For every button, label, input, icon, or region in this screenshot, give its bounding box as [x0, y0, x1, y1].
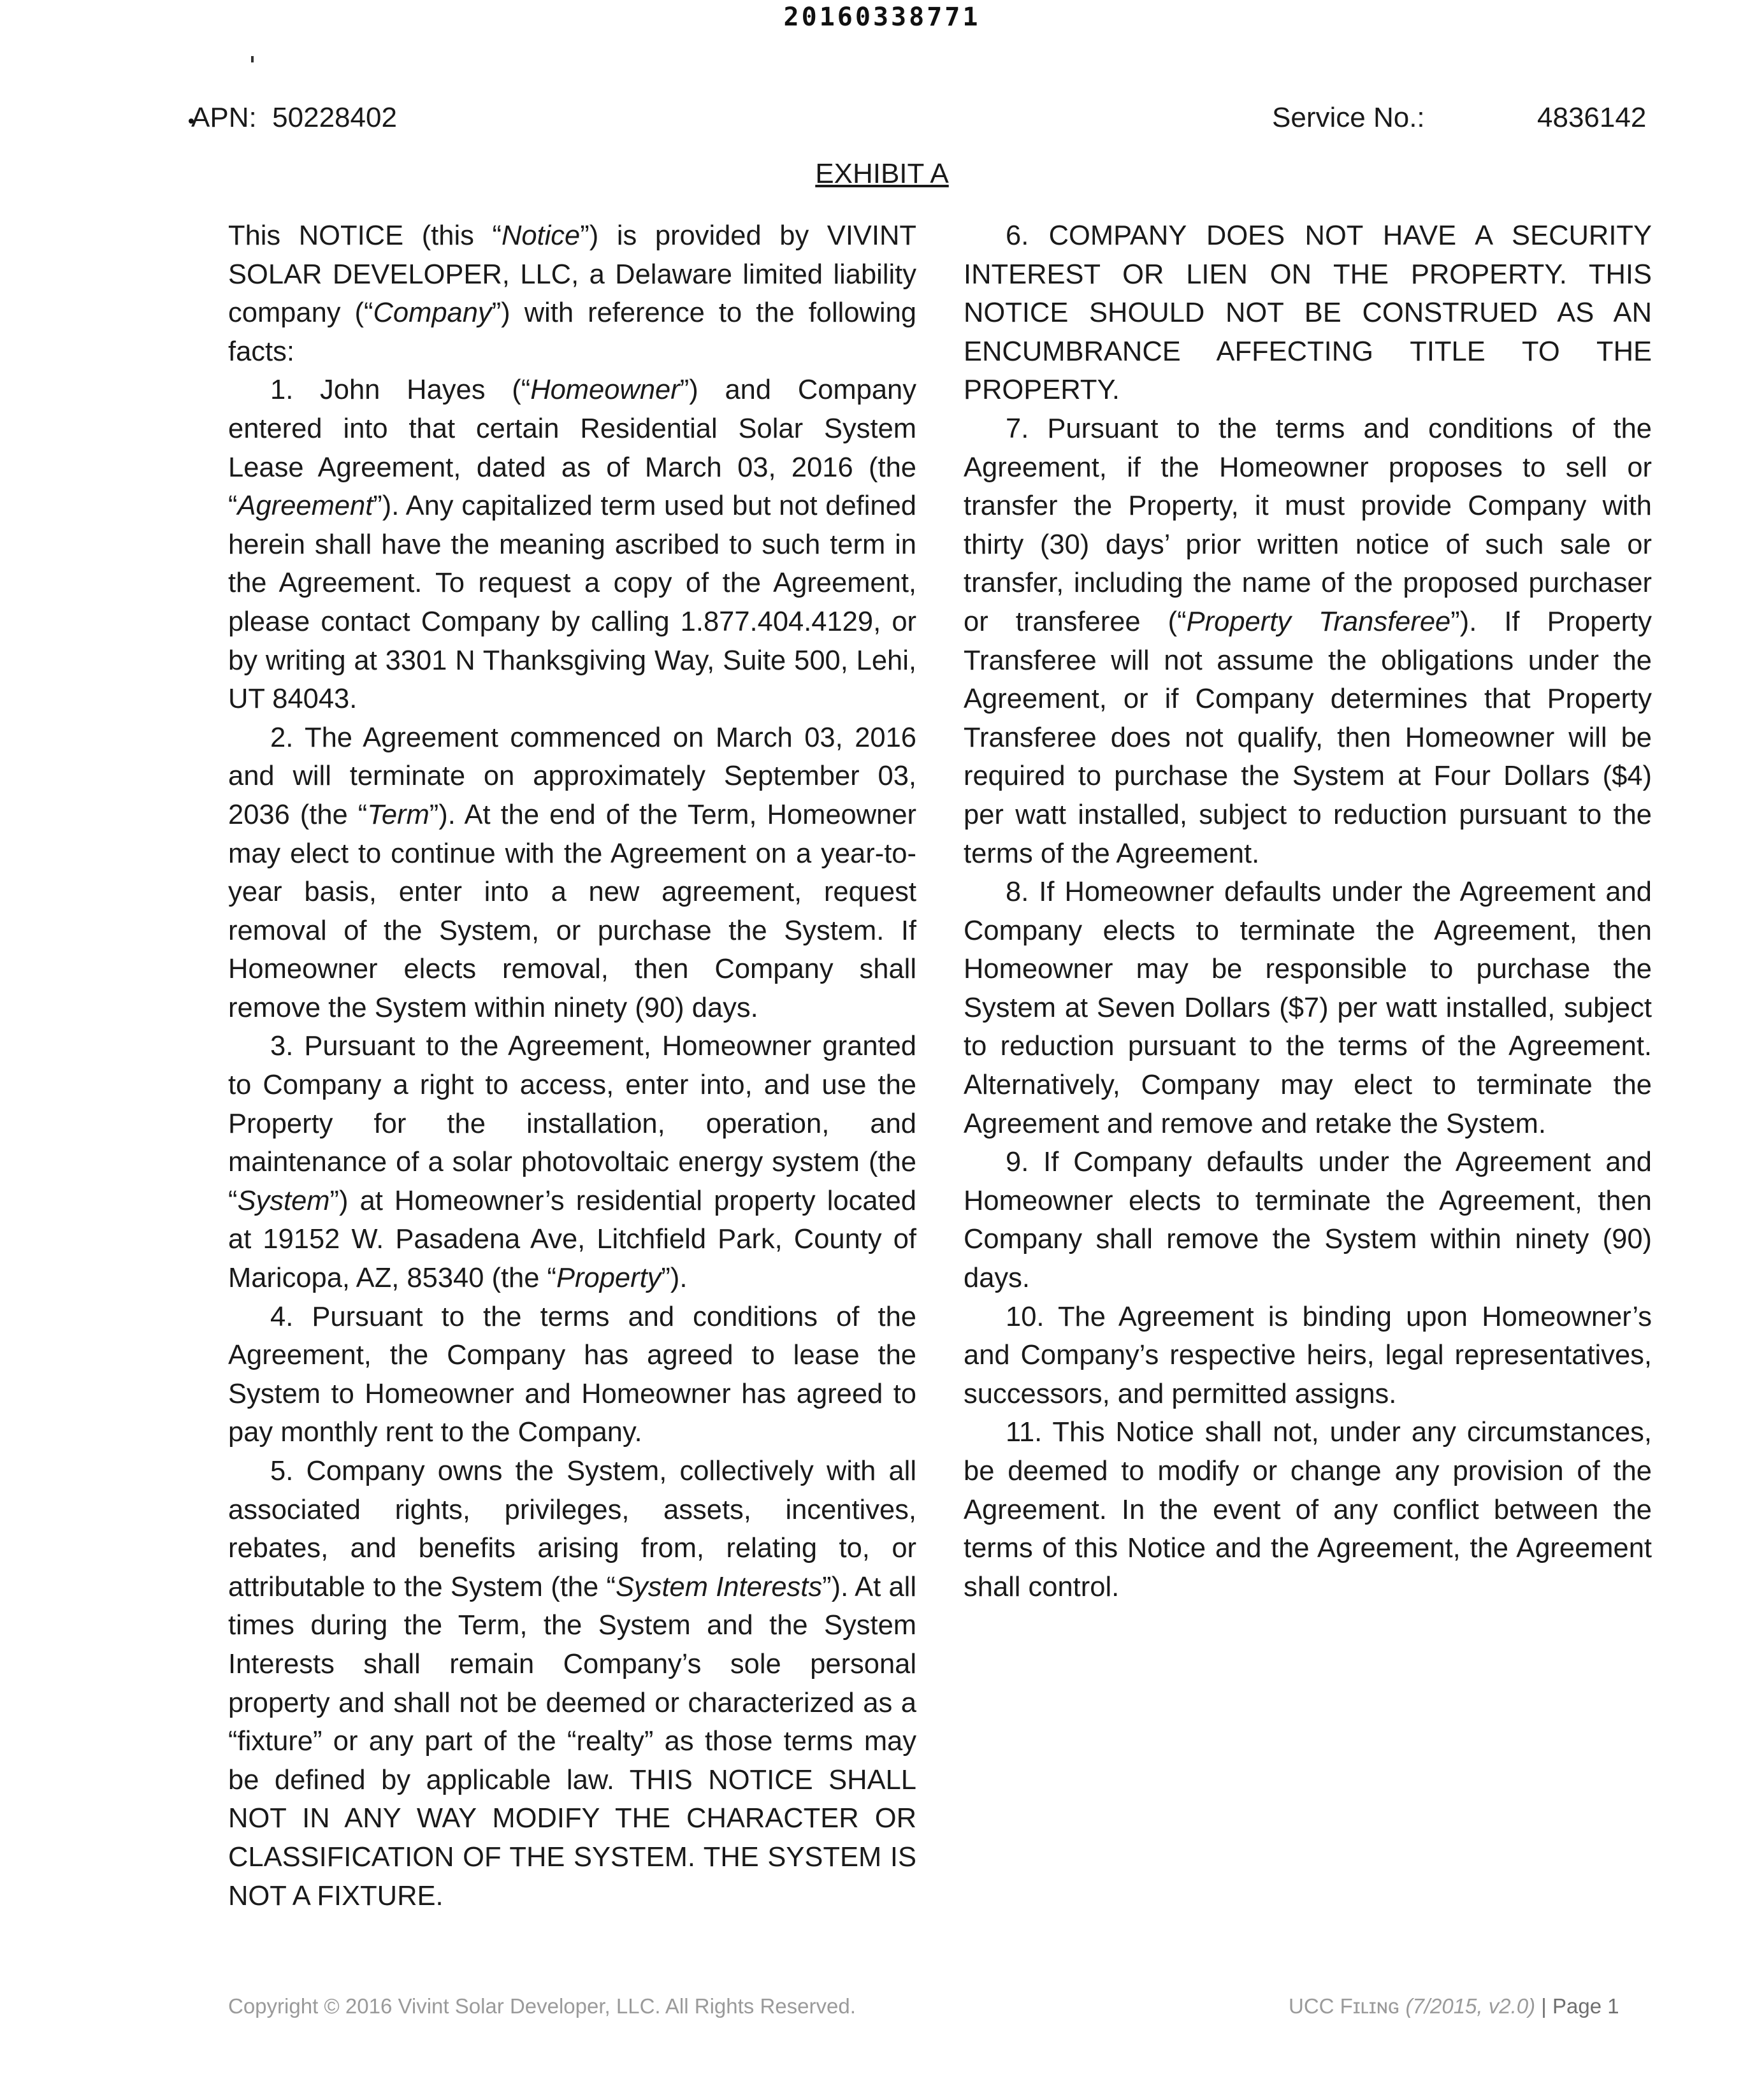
paragraph-9: 9. If Company defaults under the Agreement and Homeowner elects to terminate the Agreement, then Company shall remove the System within ninety (90) days. [964, 1147, 1652, 1294]
defined-term: Term [367, 799, 430, 830]
exhibit-title: EXHIBIT A [815, 158, 949, 189]
paragraph-1: 1. John Hayes (“Homeowner”) and Company entered into that certain Residential Solar System Lease Agreement, dated as of March 03, 2016 (the “Agreement”). Any capitalized term used but not defined herein shall have the meaning ascribed to such term in the Agreement. To request a copy of the Agreement, please contact Company by calling 1.877.404.4129, or by writing at 3301 N Thanksgiving Way, Suite 500, Lehi, UT 84043. [228, 375, 916, 715]
apn-line [191, 102, 397, 134]
paragraph-6: 6. COMPANY DOES NOT HAVE A SECURITY INTEREST OR LIEN ON THE PROPERTY. THIS NOTICE SHOULD NOT BE CONSTRUED AS AN ENCUMBRANCE AFFECTING TITLE TO THE PROPERTY. [964, 220, 1652, 406]
defined-term: System Interests [615, 1571, 823, 1602]
service-label: Service No.: [1272, 102, 1425, 133]
right-column [964, 217, 1652, 1606]
page-number: | Page 1 [1535, 1994, 1619, 2018]
paragraph-3: 3. Pursuant to the Agreement, Homeowner granted to Company a right to access, enter into, and use the Property for the installation, operation, and maintenance of a solar photovoltaic energy system (the “System”) at Homeowner’s residential property located at 19152 W. Pasadena Ave, Litchfield Park, County of Maricopa, AZ, 85340 (the “Property”). [228, 1031, 916, 1294]
service-number: 4836142 [1537, 102, 1647, 133]
defined-term: Agreement [237, 491, 373, 522]
apn-label: APN: [191, 102, 257, 133]
paragraph-10: 10. The Agreement is binding upon Homeowner’s and Company’s respective heirs, legal representatives, successors, and permitted assigns. [964, 1301, 1652, 1409]
paragraph-7: 7. Pursuant to the terms and conditions of the Agreement, if the Homeowner proposes to sell or transfer the Property, it must provide Company with thirty (30) days’ prior written notice of such sale or transfer, including the name of the proposed purchaser or transferee (“Property Transferee”). If Property Transferee will not assume the obligations under the Agreement, or if Company determines that Property Transferee does not qualify, then Homeowner will be required to purchase the System at Four Dollars ($4) per watt installed, subject to reduction pursuant to the terms of the Agreement. [964, 413, 1652, 869]
scan-mark [251, 56, 254, 62]
paragraph-11: 11. This Notice shall not, under any circumstances, be deemed to modify or change any provision of the Agreement. In the event of any conflict between the terms of this Notice and the Agreement, the Agreement shall control. [964, 1417, 1652, 1602]
paragraph-5: 5. Company owns the System, collectively with all associated rights, privileges, assets, incentives, rebates, and benefits arising from, relating to, or attributable to the System (the “System Interests”). At all times during the Term, the System and the System Interests shall remain Company’s sole personal property and shall not be deemed or characterized as a “fixture” or any part of the “realty” as those terms may be defined by applicable law. THIS NOTICE SHALL NOT IN ANY WAY MODIFY THE CHARACTER OR CLASSIFICATION OF THE SYSTEM. THE SYSTEM IS NOT A FIXTURE. [228, 1456, 916, 1911]
defined-term: System [237, 1185, 330, 1216]
footer-filing-info [1289, 1994, 1619, 2018]
intro-paragraph: This NOTICE (this “Notice”) is provided by VIVINT SOLAR DEVELOPER, LLC, a Delaware limited liability company (“Company”) with reference to the following facts: [228, 220, 916, 367]
left-column [228, 217, 916, 1915]
filing-version: (7/2015, v2.0) [1405, 1994, 1536, 2018]
paragraph-8: 8. If Homeowner defaults under the Agreement and Company elects to terminate the Agreement, then Homeowner may be responsible to purchase the System at Seven Dollars ($7) per watt installed, subject to reduction pursuant to the terms of the Agreement. Alternatively, Company may elect to terminate the Agreement and remove and retake the System. [964, 877, 1652, 1139]
footer-copyright: Copyright © 2016 Vivint Solar Developer, LLC. All Rights Reserved. [228, 1994, 856, 2018]
filing-label: UCC Fɪʟɪɴɢ [1289, 1994, 1406, 2018]
defined-term: Property [556, 1263, 662, 1294]
defined-term: Company [373, 298, 492, 329]
apn-value: 50228402 [272, 102, 397, 133]
paragraph-2: 2. The Agreement commenced on March 03, 2016 and will terminate on approximately September 03, 2036 (the “Term”). At the end of the Term, Homeowner may elect to continue with the Agreement on a year-to-year basis, enter into a new agreement, request removal of the System, or purchase the System. If Homeowner elects removal, then Company shall remove the System within ninety (90) days. [228, 722, 917, 1023]
paragraph-4: 4. Pursuant to the terms and conditions of the Agreement, the Company has agreed to lease the System to Homeowner and Homeowner has agreed to pay monthly rent to the Company. [228, 1301, 916, 1448]
recording-number: 20160338771 [783, 3, 981, 32]
defined-term: Notice [501, 220, 581, 251]
defined-term: Property Transferee [1186, 606, 1451, 637]
defined-term: Homeowner [530, 375, 680, 406]
